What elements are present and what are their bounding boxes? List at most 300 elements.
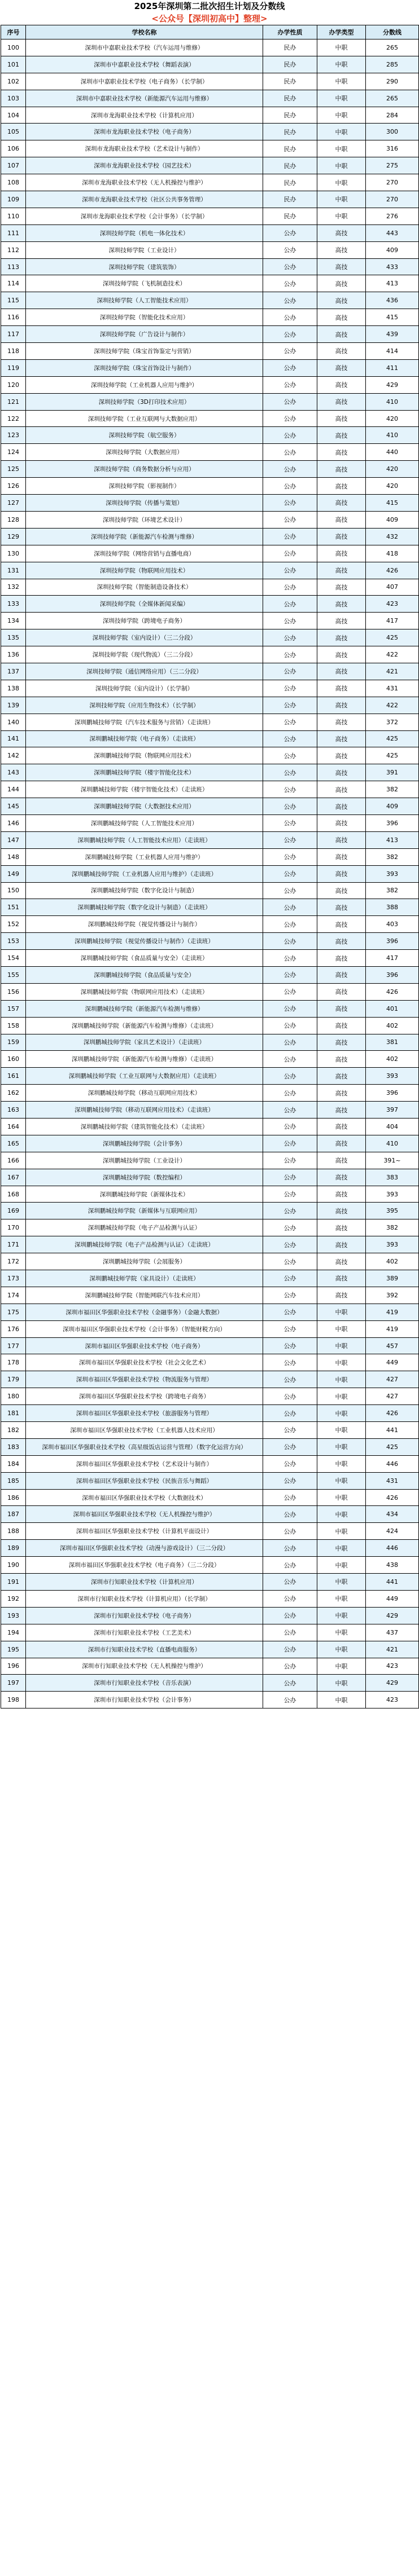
cutoff-score: 421: [366, 1641, 419, 1658]
row-index: 186: [1, 1489, 26, 1506]
school-name: 深圳市中嘉职业技术学校（汽车运用与维修）: [26, 39, 263, 56]
table-row: [1, 1169, 419, 1186]
cutoff-score: 429: [366, 1607, 419, 1624]
cutoff-score: 410: [366, 1135, 419, 1152]
cutoff-score: 426: [366, 1489, 419, 1506]
school-name: 深圳技师学院（工业互联网与大数据应用）: [26, 410, 263, 427]
ownership: 公办: [263, 511, 317, 528]
ownership: 公办: [263, 950, 317, 967]
table-row: [1, 1320, 419, 1337]
table-row: [1, 1675, 419, 1692]
school-type: 高技: [317, 1000, 366, 1017]
ownership: 民办: [263, 157, 317, 174]
ownership: 公办: [263, 1438, 317, 1455]
table-row: [1, 983, 419, 1000]
row-index: 192: [1, 1590, 26, 1607]
row-index: 145: [1, 798, 26, 815]
ownership: 公办: [263, 1236, 317, 1253]
school-name: 深圳市龙海职业技术学校（计算机应用）: [26, 107, 263, 124]
ownership: 公办: [263, 882, 317, 899]
column-header-ownership: 办学性质: [263, 25, 317, 39]
row-index: 142: [1, 747, 26, 764]
table-row: [1, 916, 419, 933]
cutoff-score: 388: [366, 899, 419, 916]
ownership: 公办: [263, 1135, 317, 1152]
cutoff-score: 401: [366, 1000, 419, 1017]
cutoff-score: 449: [366, 1590, 419, 1607]
school-name: 深圳技师学院（建筑装饰）: [26, 258, 263, 275]
row-index: 185: [1, 1472, 26, 1489]
school-name: 深圳技师学院（新能源汽车检测与维修）: [26, 528, 263, 545]
ownership: 公办: [263, 1590, 317, 1607]
school-name: 深圳技师学院（现代物流）（三二分段）: [26, 646, 263, 663]
table-row: [1, 90, 419, 107]
cutoff-score: 440: [366, 444, 419, 461]
ownership: 公办: [263, 1304, 317, 1320]
cutoff-score: 382: [366, 848, 419, 865]
ownership: 公办: [263, 343, 317, 360]
row-index: 101: [1, 56, 26, 73]
row-index: 190: [1, 1557, 26, 1574]
cutoff-score: 413: [366, 831, 419, 848]
school-type: 高技: [317, 916, 366, 933]
table-row: [1, 157, 419, 174]
row-index: 197: [1, 1675, 26, 1692]
school-name: 深圳市福田区华强职业技术学校（金融事务）（金融大数据）: [26, 1304, 263, 1320]
ownership: 公办: [263, 444, 317, 461]
page-subtitle: <公众号【深圳初高中】整理>: [151, 14, 268, 24]
ownership: 公办: [263, 966, 317, 983]
cutoff-score: 446: [366, 1540, 419, 1557]
school-type: 高技: [317, 1219, 366, 1236]
school-name: 深圳技师学院（工业设计）: [26, 241, 263, 258]
school-name: 深圳市龙海职业技术学校（会计事务）（长学制）: [26, 208, 263, 224]
table-row: [1, 1337, 419, 1354]
school-type: 高技: [317, 1152, 366, 1169]
school-name: 深圳鹏城技师学院（家具艺术设计）（走读班）: [26, 1034, 263, 1051]
school-type: 高技: [317, 579, 366, 596]
school-name: 深圳市福田区华强职业技术学校（社会文化艺术）: [26, 1354, 263, 1371]
row-index: 148: [1, 848, 26, 865]
school-type: 高技: [317, 376, 366, 393]
cutoff-score: 270: [366, 191, 419, 208]
ownership: 公办: [263, 1270, 317, 1287]
table-row: [1, 1405, 419, 1422]
school-type: 中职: [317, 208, 366, 224]
school-type: 高技: [317, 343, 366, 360]
school-type: 中职: [317, 1472, 366, 1489]
cutoff-score: 396: [366, 1085, 419, 1102]
school-type: 中职: [317, 107, 366, 124]
school-type: 中职: [317, 1337, 366, 1354]
ownership: 公办: [263, 1119, 317, 1135]
table-row: [1, 191, 419, 208]
school-name: 深圳市福田区华强职业技术学校（跨境电子商务）: [26, 1388, 263, 1405]
row-index: 124: [1, 444, 26, 461]
table-row: [1, 1203, 419, 1219]
ownership: 公办: [263, 292, 317, 309]
school-type: 高技: [317, 663, 366, 680]
cutoff-score: 285: [366, 56, 419, 73]
cutoff-score: 415: [366, 495, 419, 512]
school-type: 高技: [317, 730, 366, 747]
ownership: 公办: [263, 831, 317, 848]
row-index: 157: [1, 1000, 26, 1017]
ownership: 公办: [263, 697, 317, 714]
school-type: 高技: [317, 1034, 366, 1051]
table-row: [1, 950, 419, 967]
school-type: 高技: [317, 326, 366, 343]
school-type: 高技: [317, 258, 366, 275]
school-name: 深圳鹏城技师学院（电子产品检测与认证）（走读班）: [26, 1236, 263, 1253]
school-name: 深圳技师学院（环境艺术设计）: [26, 511, 263, 528]
school-type: 高技: [317, 224, 366, 241]
cutoff-score: 410: [366, 427, 419, 444]
row-index: 118: [1, 343, 26, 360]
school-name: 深圳市福田区华强职业技术学校（计算机平面设计）: [26, 1523, 263, 1540]
table-row: [1, 629, 419, 646]
table-row: [1, 1455, 419, 1472]
table-row: [1, 528, 419, 545]
row-index: 193: [1, 1607, 26, 1624]
school-name: 深圳鹏城技师学院（新能源汽车检测与维修）（走读班）: [26, 1051, 263, 1068]
table-row: [1, 241, 419, 258]
ownership: 公办: [263, 1287, 317, 1304]
table-row: [1, 1523, 419, 1540]
school-name: 深圳鹏城技师学院（食品质量与安全）（走读班）: [26, 950, 263, 967]
school-name: 深圳市福田区华强职业技术学校（工业机器人技术应用）: [26, 1422, 263, 1439]
table-row: [1, 461, 419, 478]
cutoff-score: 393: [366, 1068, 419, 1085]
cutoff-score: 420: [366, 461, 419, 478]
row-index: 188: [1, 1523, 26, 1540]
ownership: 公办: [263, 596, 317, 613]
ownership: 公办: [263, 1405, 317, 1422]
cutoff-score: 407: [366, 579, 419, 596]
ownership: 公办: [263, 714, 317, 730]
school-name: 深圳市行知职业技术学校（直播电商服务）: [26, 1641, 263, 1658]
school-name: 深圳市龙海职业技术学校（电子商务）: [26, 124, 263, 140]
row-index: 107: [1, 157, 26, 174]
school-name: 深圳鹏城技师学院（智能网联汽车技术应用）: [26, 1287, 263, 1304]
row-index: 149: [1, 865, 26, 882]
table-row: [1, 814, 419, 831]
row-index: 129: [1, 528, 26, 545]
table-row: [1, 747, 419, 764]
cutoff-score: 409: [366, 511, 419, 528]
table-row: [1, 1068, 419, 1085]
school-name: 深圳技师学院（工业机器人应用与维护）: [26, 376, 263, 393]
table-row: [1, 545, 419, 562]
row-index: 175: [1, 1304, 26, 1320]
school-type: 高技: [317, 1203, 366, 1219]
table-row: [1, 73, 419, 90]
table-row: [1, 1119, 419, 1135]
ownership: 公办: [263, 899, 317, 916]
school-type: 中职: [317, 1658, 366, 1675]
school-type: 中职: [317, 1557, 366, 1574]
table-row: [1, 376, 419, 393]
school-type: 中职: [317, 56, 366, 73]
cutoff-score: 425: [366, 730, 419, 747]
row-index: 100: [1, 39, 26, 56]
row-index: 182: [1, 1422, 26, 1439]
table-row: [1, 714, 419, 730]
school-name: 深圳鹏城技师学院（食品质量与安全）: [26, 966, 263, 983]
ownership: 公办: [263, 309, 317, 326]
school-type: 高技: [317, 933, 366, 950]
row-index: 181: [1, 1405, 26, 1422]
table-row: [1, 1624, 419, 1641]
school-name: 深圳市福田区华强职业技术学校（动漫与游戏设计）（三二分段）: [26, 1540, 263, 1557]
school-name: 深圳鹏城技师学院（视觉传播设计与制作）: [26, 916, 263, 933]
ownership: 公办: [263, 1186, 317, 1203]
row-index: 140: [1, 714, 26, 730]
school-name: 深圳市行知职业技术学校（电子商务）: [26, 1607, 263, 1624]
school-type: 高技: [317, 309, 366, 326]
school-type: 中职: [317, 1692, 366, 1708]
school-type: 高技: [317, 680, 366, 697]
row-index: 138: [1, 680, 26, 697]
cutoff-score: 427: [366, 1388, 419, 1405]
cutoff-score: 265: [366, 39, 419, 56]
school-name: 深圳市中嘉职业技术学校（舞蹈表演）: [26, 56, 263, 73]
row-index: 178: [1, 1354, 26, 1371]
table-row: [1, 1422, 419, 1439]
school-name: 深圳市行知职业技术学校（工艺美术）: [26, 1624, 263, 1641]
ownership: 民办: [263, 124, 317, 140]
cutoff-score: 403: [366, 916, 419, 933]
cutoff-score: 391~: [366, 1152, 419, 1169]
school-name: 深圳鹏城技师学院（新媒体技术）: [26, 1186, 263, 1203]
cutoff-score: 396: [366, 814, 419, 831]
cutoff-score: 436: [366, 292, 419, 309]
ownership: 公办: [263, 1455, 317, 1472]
row-index: 172: [1, 1253, 26, 1270]
ownership: 公办: [263, 359, 317, 376]
cutoff-score: 419: [366, 1320, 419, 1337]
ownership: 公办: [263, 545, 317, 562]
cutoff-score: 420: [366, 478, 419, 495]
cutoff-score: 414: [366, 343, 419, 360]
table-row: [1, 1102, 419, 1119]
row-index: 116: [1, 309, 26, 326]
cutoff-score: 402: [366, 1051, 419, 1068]
row-index: 133: [1, 596, 26, 613]
row-index: 171: [1, 1236, 26, 1253]
table-row: [1, 848, 419, 865]
school-name: 深圳技师学院（人工智能技术应用）: [26, 292, 263, 309]
row-index: 141: [1, 730, 26, 747]
row-index: 162: [1, 1085, 26, 1102]
table-row: [1, 1540, 419, 1557]
table-row: [1, 562, 419, 579]
cutoff-score: 409: [366, 798, 419, 815]
ownership: 民办: [263, 191, 317, 208]
row-index: 147: [1, 831, 26, 848]
ownership: 公办: [263, 798, 317, 815]
school-type: 高技: [317, 966, 366, 983]
cutoff-score: 441: [366, 1574, 419, 1591]
school-type: 高技: [317, 781, 366, 798]
cutoff-score: 411: [366, 359, 419, 376]
row-index: 123: [1, 427, 26, 444]
school-type: 高技: [317, 275, 366, 292]
ownership: 民办: [263, 208, 317, 224]
school-type: 高技: [317, 562, 366, 579]
ownership: 公办: [263, 1574, 317, 1591]
cutoff-score: 382: [366, 781, 419, 798]
row-index: 198: [1, 1692, 26, 1708]
table-row: [1, 343, 419, 360]
ownership: 公办: [263, 1017, 317, 1034]
school-name: 深圳鹏城技师学院（电子产品检测与认证）: [26, 1219, 263, 1236]
row-index: 119: [1, 359, 26, 376]
cutoff-score: 438: [366, 1557, 419, 1574]
school-type: 中职: [317, 1422, 366, 1439]
row-index: 105: [1, 124, 26, 140]
table-row: [1, 495, 419, 512]
school-type: 中职: [317, 1371, 366, 1388]
ownership: 民办: [263, 56, 317, 73]
school-name: 深圳鹏城技师学院（会计事务）: [26, 1135, 263, 1152]
row-index: 104: [1, 107, 26, 124]
table-row: [1, 882, 419, 899]
cutoff-score: 393: [366, 865, 419, 882]
table-row: [1, 1371, 419, 1388]
school-type: 高技: [317, 427, 366, 444]
cutoff-score: 396: [366, 933, 419, 950]
school-name: 深圳技师学院（智能化技术应用）: [26, 309, 263, 326]
table-row: [1, 107, 419, 124]
ownership: 公办: [263, 410, 317, 427]
ownership: 公办: [263, 562, 317, 579]
school-type: 高技: [317, 831, 366, 848]
row-index: 112: [1, 241, 26, 258]
ownership: 公办: [263, 1607, 317, 1624]
ownership: 公办: [263, 1489, 317, 1506]
school-type: 高技: [317, 359, 366, 376]
row-index: 159: [1, 1034, 26, 1051]
ownership: 公办: [263, 1102, 317, 1119]
cutoff-score: 426: [366, 983, 419, 1000]
school-type: 中职: [317, 1641, 366, 1658]
school-name: 深圳鹏城技师学院（电子商务）（走读班）: [26, 730, 263, 747]
school-name: 深圳鹏城技师学院（汽车技术服务与营销）（走读班）: [26, 714, 263, 730]
ownership: 公办: [263, 224, 317, 241]
table-row: [1, 730, 419, 747]
cutoff-score: 420: [366, 410, 419, 427]
cutoff-score: 395: [366, 1203, 419, 1219]
school-name: 深圳鹏城技师学院（人工智能技术应用）: [26, 814, 263, 831]
school-name: 深圳市福田区华强职业技术学校（艺术设计与制作）: [26, 1455, 263, 1472]
row-index: 130: [1, 545, 26, 562]
school-name: 深圳市中嘉职业技术学校（电子商务）（长学制）: [26, 73, 263, 90]
school-name: 深圳鹏城技师学院（物联网应用技术）: [26, 747, 263, 764]
cutoff-score: 419: [366, 1304, 419, 1320]
table-row: [1, 275, 419, 292]
school-type: 高技: [317, 613, 366, 629]
cutoff-score: 424: [366, 1523, 419, 1540]
ownership: 公办: [263, 427, 317, 444]
ownership: 公办: [263, 1658, 317, 1675]
cutoff-score: 410: [366, 393, 419, 410]
ownership: 公办: [263, 478, 317, 495]
cutoff-score: 422: [366, 646, 419, 663]
table-row: [1, 697, 419, 714]
cutoff-score: 393: [366, 1236, 419, 1253]
ownership: 公办: [263, 1692, 317, 1708]
school-type: 高技: [317, 798, 366, 815]
school-name: 深圳鹏城技师学院（工业互联网与大数据应用）（走读班）: [26, 1068, 263, 1085]
school-name: 深圳市龙海职业技术学校（无人机操控与维护）: [26, 174, 263, 191]
school-type: 中职: [317, 1405, 366, 1422]
school-type: 高技: [317, 1236, 366, 1253]
school-type: 中职: [317, 1304, 366, 1320]
table-row: [1, 478, 419, 495]
cutoff-score: 418: [366, 545, 419, 562]
ownership: 公办: [263, 241, 317, 258]
table-row: [1, 140, 419, 157]
school-name: 深圳市福田区华强职业技术学校（民族音乐与舞蹈）: [26, 1472, 263, 1489]
school-type: 高技: [317, 814, 366, 831]
table-row: [1, 1354, 419, 1371]
school-type: 高技: [317, 292, 366, 309]
school-type: 中职: [317, 39, 366, 56]
school-type: 中职: [317, 1455, 366, 1472]
table-row: [1, 1472, 419, 1489]
ownership: 公办: [263, 1371, 317, 1388]
school-name: 深圳市福田区华强职业技术学校（电子商务）: [26, 1337, 263, 1354]
column-header-school: 学校名称: [26, 25, 263, 39]
school-type: 高技: [317, 495, 366, 512]
school-type: 高技: [317, 1253, 366, 1270]
ownership: 公办: [263, 730, 317, 747]
school-type: 高技: [317, 528, 366, 545]
cutoff-score: 437: [366, 1624, 419, 1641]
table-row: [1, 292, 419, 309]
table-row: [1, 579, 419, 596]
cutoff-score: 391: [366, 764, 419, 781]
cutoff-score: 429: [366, 376, 419, 393]
school-name: 深圳鹏城技师学院（数字化设计与制造）（走读班）: [26, 899, 263, 916]
school-name: 深圳市龙海职业技术学校（艺术设计与制作）: [26, 140, 263, 157]
table-row: [1, 427, 419, 444]
row-index: 169: [1, 1203, 26, 1219]
school-type: 高技: [317, 714, 366, 730]
school-type: 高技: [317, 629, 366, 646]
school-type: 中职: [317, 140, 366, 157]
ownership: 公办: [263, 1051, 317, 1068]
school-name: 深圳鹏城技师学院（工业机器人应用与维护）: [26, 848, 263, 865]
row-index: 126: [1, 478, 26, 495]
school-type: 高技: [317, 1051, 366, 1068]
cutoff-score: 431: [366, 680, 419, 697]
ownership: 公办: [263, 1675, 317, 1692]
cutoff-score: 316: [366, 140, 419, 157]
table-row: [1, 410, 419, 427]
ownership: 民办: [263, 107, 317, 124]
cutoff-score: 431: [366, 1472, 419, 1489]
row-index: 184: [1, 1455, 26, 1472]
table-row: [1, 966, 419, 983]
table-row: [1, 933, 419, 950]
school-type: 高技: [317, 983, 366, 1000]
school-name: 深圳鹏城技师学院（家具设计）（走读班）: [26, 1270, 263, 1287]
school-type: 中职: [317, 174, 366, 191]
cutoff-score: 392: [366, 1287, 419, 1304]
row-index: 156: [1, 983, 26, 1000]
